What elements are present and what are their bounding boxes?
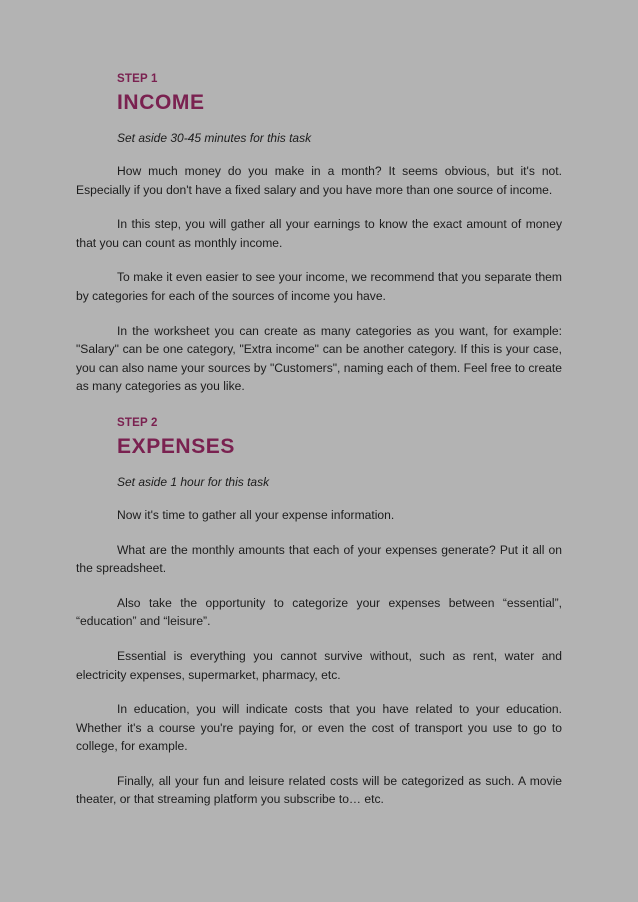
expenses-time-note: Set aside 1 hour for this task: [117, 474, 270, 489]
income-paragraph: To make it even easier to see your income, we recommend that you separate them by categories for each of the sources of income you have.: [76, 270, 562, 303]
step-1-label: STEP 1: [117, 73, 158, 85]
income-heading: INCOME: [117, 91, 205, 114]
expenses-paragraph: Finally, all your fun and leisure related costs will be categorized as such. A movie theater, or that streaming platform you subscribe to… etc.: [76, 773, 562, 807]
expenses-paragraph: In education, you will indicate costs that you have related to your education. Whether it's a course you're paying for, or even the cost of transport you use to go to college, for example.: [76, 702, 562, 754]
income-paragraph: How much money do you make in a month? It seems obvious, but it's not. Especially if you don't have a fixed salary and you have more than one source of income.: [76, 164, 562, 197]
income-time-note: Set aside 30-45 minutes for this task: [117, 131, 312, 145]
expenses-heading: EXPENSES: [117, 434, 236, 458]
section-income: [76, 72, 562, 396]
step-2-label: STEP 2: [117, 416, 158, 429]
section-expenses: [76, 416, 562, 809]
expenses-paragraph: What are the monthly amounts that each of your expenses generate? Put it all on the spreadsheet.: [76, 542, 562, 576]
income-paragraph: In this step, you will gather all your earnings to know the exact amount of money that you can count as monthly income.: [76, 217, 562, 250]
income-paragraph: In the worksheet you can create as many categories as you want, for example: "Salary" can be one category, "Extra income" can be another category. If this is your case, you can also name your sources by "Customers", naming each of them. Feel free to create as many categories as you like.: [76, 323, 562, 394]
expenses-paragraph: Now it's time to gather all your expense information.: [117, 507, 395, 522]
expenses-paragraph: Also take the opportunity to categorize your expenses between “essential”, “education” and “leisure”.: [76, 595, 562, 629]
expenses-paragraph: Essential is everything you cannot survive without, such as rent, water and electricity expenses, supermarket, pharmacy, etc.: [76, 648, 562, 682]
